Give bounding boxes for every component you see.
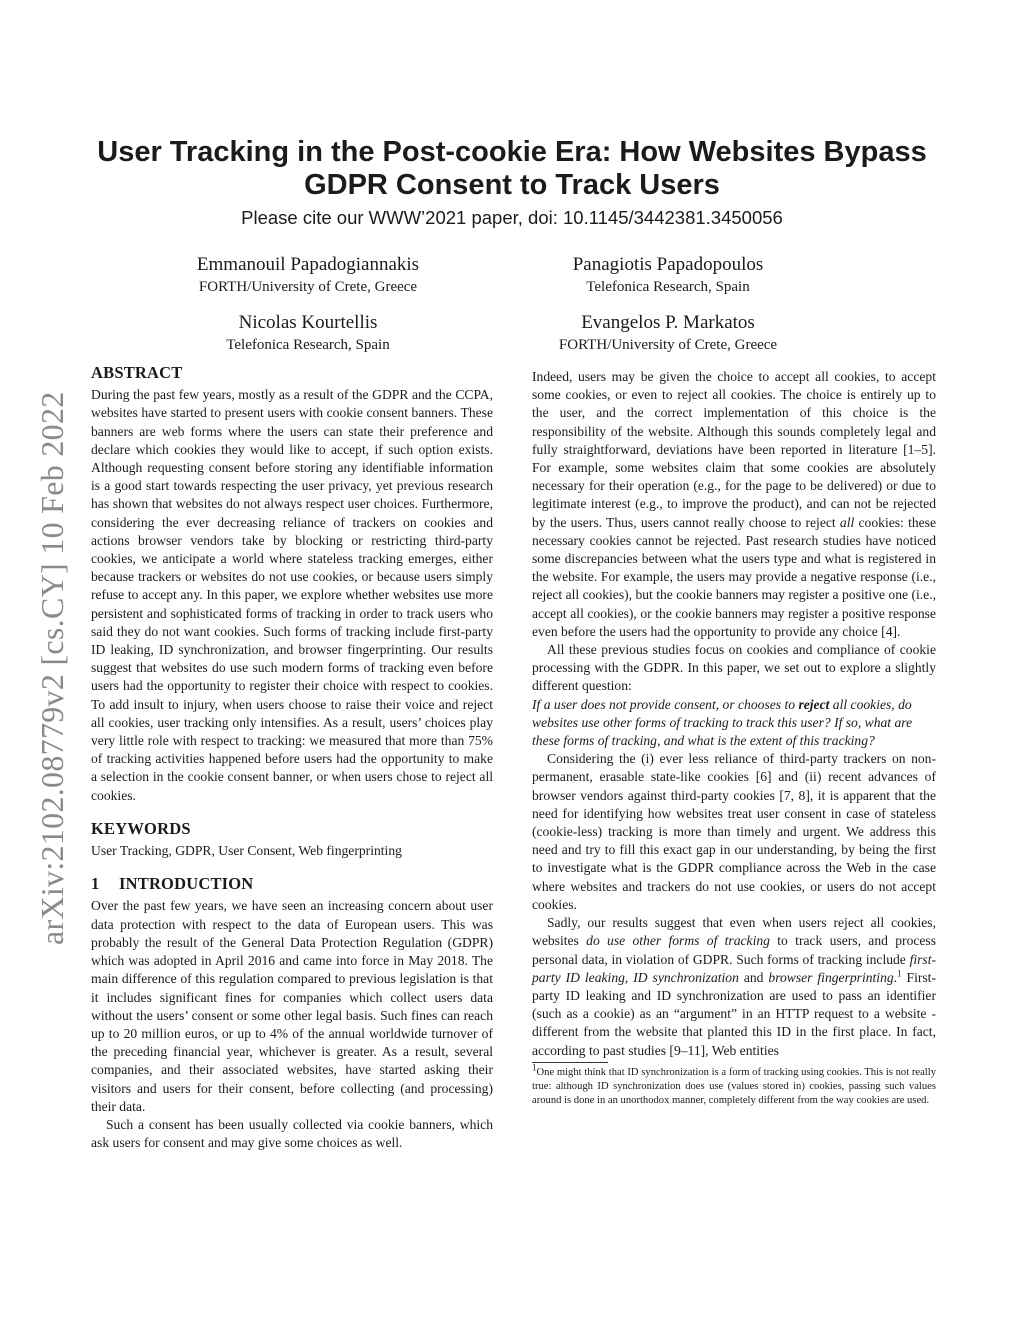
footnote-rule (532, 1062, 608, 1063)
abstract-heading: ABSTRACT (91, 363, 183, 382)
author-block (458, 253, 878, 297)
author-affiliation: FORTH/University of Crete, Greece (198, 279, 418, 295)
author-name: Evangelos P. Markatos (581, 312, 755, 333)
keywords-heading: KEYWORDS (91, 818, 191, 838)
author-name: Panagiotis Papadopoulos (572, 254, 764, 275)
author-name: Emmanouil Papadogiannakis (196, 254, 420, 275)
abstract-text: During the past few years, mostly as a result of the GDPR and the CCPA, websites have started to present users with cookie consent banners. These banners are web forms where the users can state their preference and declare which cookies they would like to accept, if such option exists. Although requesting consent before storing any identifiable information is a good start towards respecting the user privacy, yet previous research has shown that websites do not always respect user choices. Furthermore, considering the ever decreasing reliance of trackers on cookies and actions browser vendors take by blocking or restricting third-party cookies, we anticipate a world where stateless tracking emerges, either because trackers or websites do not use cookies, or because users simply refuse to accept any. In this paper, we explore whether websites use more persistent and sophisticated forms of tracking in order to track users who said they do not want cookies. Such forms of tracking include first-party ID leaking, ID synchronization, and browser fingerprinting. Our results suggest that websites do use such modern forms of tracking even before users had the opportunity to register their choice with respect to cookies. To add insult to injury, when users choose to raise their voice and reject all cookies, user tracking only intensifies. As a result, users’ choices play very little role with respect to tracking: we measured that more than 75% of tracking activities happened before users had the opportunity to make a selection in the cookie consent banner, or when users chose to reject all cookies. (91, 387, 493, 803)
author-affiliation: FORTH/University of Crete, Greece (558, 337, 778, 353)
arxiv-identifier: arXiv:2102.08779v2 [cs.CY] 10 Feb 2022 (34, 391, 70, 945)
author-affiliation: Telefonica Research, Spain (586, 279, 750, 295)
intro-paragraph: Such a consent has been usually collected via cookie banners, which ask users for consent and may give some choices as well. (91, 1116, 493, 1151)
research-question: If a user does not provide consent, or chooses to reject all cookies, do websites use other forms of tracking to track this user? If so, what are these forms of tracking, and what is the extent of this tracking? (532, 696, 913, 749)
right-column (532, 368, 936, 1108)
author-block (98, 311, 518, 355)
intro-paragraph: Considering the (i) ever less reliance of third-party trackers on non-permanent, erasable state-like cookies [6] and (ii) recent advances of browser vendors against third-party cookies [7, 8], it is apparent that the need for identifying how websites treat user consent in case of stateless (cookie-less) tracking is more than timely and urgent. We address this need and try to fill this exact gap in our understanding, by being the first to investigate what is the GDPR compliance across the Web in the case where websites and trackers do not use cookies, or users do not accept cookies. (532, 751, 936, 912)
author-block (98, 253, 518, 297)
cite-note: Please cite our WWW’2021 paper, doi: 10.1145/3442381.3450056 (241, 207, 783, 228)
section-number: 1 (91, 874, 100, 894)
section-title: INTRODUCTION (119, 874, 254, 894)
author-affiliation: Telefonica Research, Spain (226, 337, 390, 353)
intro-paragraph: Over the past few years, we have seen an increasing concern about user data protection with respect to the data of European users. This was probably the result of the General Data Protection Regulation (GDPR) which was adopted in April 2016 and came into force in May 2018. The main difference of this regulation compared to previous legislation is that it includes significant fines for companies which collect users data without the users’ consent or some other legal basis. Such fines can reach up to 20 million euros, or up to 4% of the annual worldwide turnover of the preceding financial year, whichever is greater. As a result, several companies, and their associated websites, have started asking their visitors and users for their consent, before collecting (and processing) their data. (91, 898, 493, 1114)
author-name: Nicolas Kourtellis (238, 312, 378, 333)
footnote-marker: 1 (897, 968, 902, 979)
intro-paragraph: Sadly, our results suggest that even when users reject all cookies, websites do use other forms of tracking to track users, and process personal data, in violation of GDPR. Such forms of tracking include first-party ID leaking, ID synchronization and browser fingerprinting.$^1$ First-party ID leaking and ID synchronization are used to pass an identifier (such as a cookie) as an “argument” in an HTTP request to a website - different from the website that planted this ID in the first place. In fact, according to past studies [9–11], Web entities (532, 915, 937, 1058)
footnote: $^1$One might think that ID synchronization is a form of tracking using cookies. This is not really true: although ID synchronization does use (values stored in) cookies, passing such values around is done in an unorthodox manner, completely different from the way cookies are used. (532, 1062, 936, 1106)
author-block (458, 311, 878, 355)
intro-paragraph: Indeed, users may be given the choice to accept all cookies, to accept some cookies, or even to reject all cookies. The choice is entirely up to the user, and the correct implementation of this choice is the responsibility of the website. Although this sounds completely legal and fully straightforward, deviations have been reported in literature [1–5]. For example, some websites claim that some cookies are absolutely necessary for their operation (e.g., for the page to be delivered) or due to legitimate interest (e.g., to improve the product), and can not be rejected by the users. Thus, users cannot really choose to reject all cookies: these necessary cookies cannot be rejected. Past research studies have noticed some discrepancies between what the users type and what is registered in the website. For example, the users may provide a negative response (i.e., reject all cookies), but the cookie banners may register a positive one (i.e., accept all cookies), or the cookie banners may register a positive response even before the users had the opportunity to provide any choice [4]. (532, 369, 936, 639)
paper-title: User Tracking in the Post-cookie Era: How Websites Bypass GDPR Consent to Track Users (97, 136, 927, 201)
keywords-text: User Tracking, GDPR, User Consent, Web fingerprinting (91, 843, 402, 859)
intro-paragraph: All these previous studies focus on cookies and compliance of cookie processing with the GDPR. In this paper, we set out to explore a slightly different question: (532, 642, 936, 694)
left-column (91, 364, 493, 1152)
section-heading (91, 875, 493, 893)
